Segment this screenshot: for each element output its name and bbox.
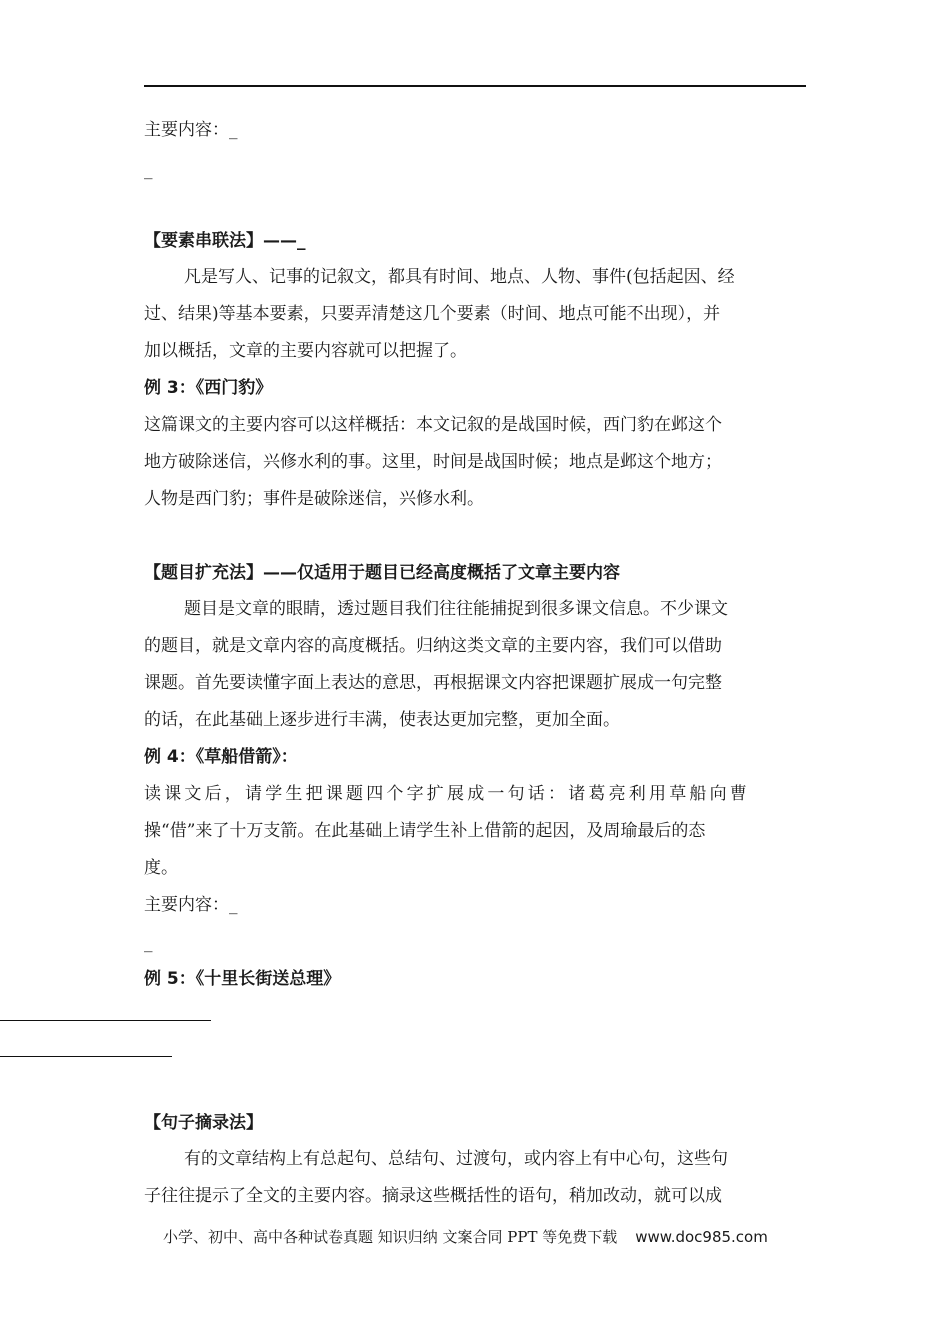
example-title: 例 4：《草船借箭》： xyxy=(144,747,298,767)
answer-blank-line xyxy=(0,1056,172,1057)
paragraph-line: 凡是写人、记事的记叙文，都具有时间、地点、人物、事件(包括起因、经 xyxy=(184,267,735,287)
footer-url[interactable]: www.doc985.com xyxy=(635,1228,768,1246)
paragraph-line: 子往往提示了全文的主要内容。摘录这些概括性的语句，稍加改动，就可以成 xyxy=(144,1186,722,1206)
footer-text: 小学、初中、高中各种试卷真题 知识归纳 文案合同 PPT 等免费下载 xyxy=(163,1228,618,1246)
blank-line: _ xyxy=(144,933,153,953)
example-line: 地方破除迷信，兴修水利的事。这里，时间是战国时候；地点是邺这个地方； xyxy=(144,452,722,472)
blank-line: _ xyxy=(144,160,153,180)
section-heading-title: 【题目扩充法】——仅适用于题目已经高度概括了文章主要内容 xyxy=(144,563,620,583)
paragraph-line: 题目是文章的眼睛，透过题目我们往往能捕捉到很多课文信息。不少课文 xyxy=(184,599,728,619)
example-title: 例 5：《十里长街送总理》 xyxy=(144,969,341,989)
paragraph-line: 有的文章结构上有总起句、总结句、过渡句，或内容上有中心句，这些句 xyxy=(184,1149,728,1169)
paragraph-line: 课题。首先要读懂字面上表达的意思，再根据课文内容把课题扩展成一句完整 xyxy=(144,673,722,693)
paragraph-line: 的话，在此基础上逐步进行丰满，使表达更加完整，更加全面。 xyxy=(144,710,620,730)
main-content-label: 主要内容：_ xyxy=(144,120,238,140)
example-line: 操“借”来了十万支箭。在此基础上请学生补上借箭的起因，及周瑜最后的态 xyxy=(144,821,706,841)
footer xyxy=(163,1226,768,1248)
paragraph-line: 过、结果)等基本要素，只要弄清楚这几个要素（时间、地点可能不出现），并 xyxy=(144,304,721,324)
example-line: 人物是西门豹；事件是破除迷信，兴修水利。 xyxy=(144,489,484,509)
paragraph-line: 的题目，就是文章内容的高度概括。归纳这类文章的主要内容，我们可以借助 xyxy=(144,636,722,656)
paragraph-line: 加以概括，文章的主要内容就可以把握了。 xyxy=(144,341,467,361)
main-content-label: 主要内容：_ xyxy=(144,895,238,915)
example-title: 例 3：《西门豹》 xyxy=(144,378,273,398)
example-line: 读课文后，请学生把课题四个字扩展成一句话：诸葛亮利用草船向曹 xyxy=(144,784,750,804)
header-rule xyxy=(144,85,806,87)
section-heading-sentence: 【句子摘录法】 xyxy=(144,1113,263,1133)
section-heading-elements: 【要素串联法】——_ xyxy=(144,231,306,251)
answer-blank-line xyxy=(0,1020,211,1021)
example-line: 这篇课文的主要内容可以这样概括：本文记叙的是战国时候，西门豹在邺这个 xyxy=(144,415,722,435)
example-line: 度。 xyxy=(144,858,178,878)
